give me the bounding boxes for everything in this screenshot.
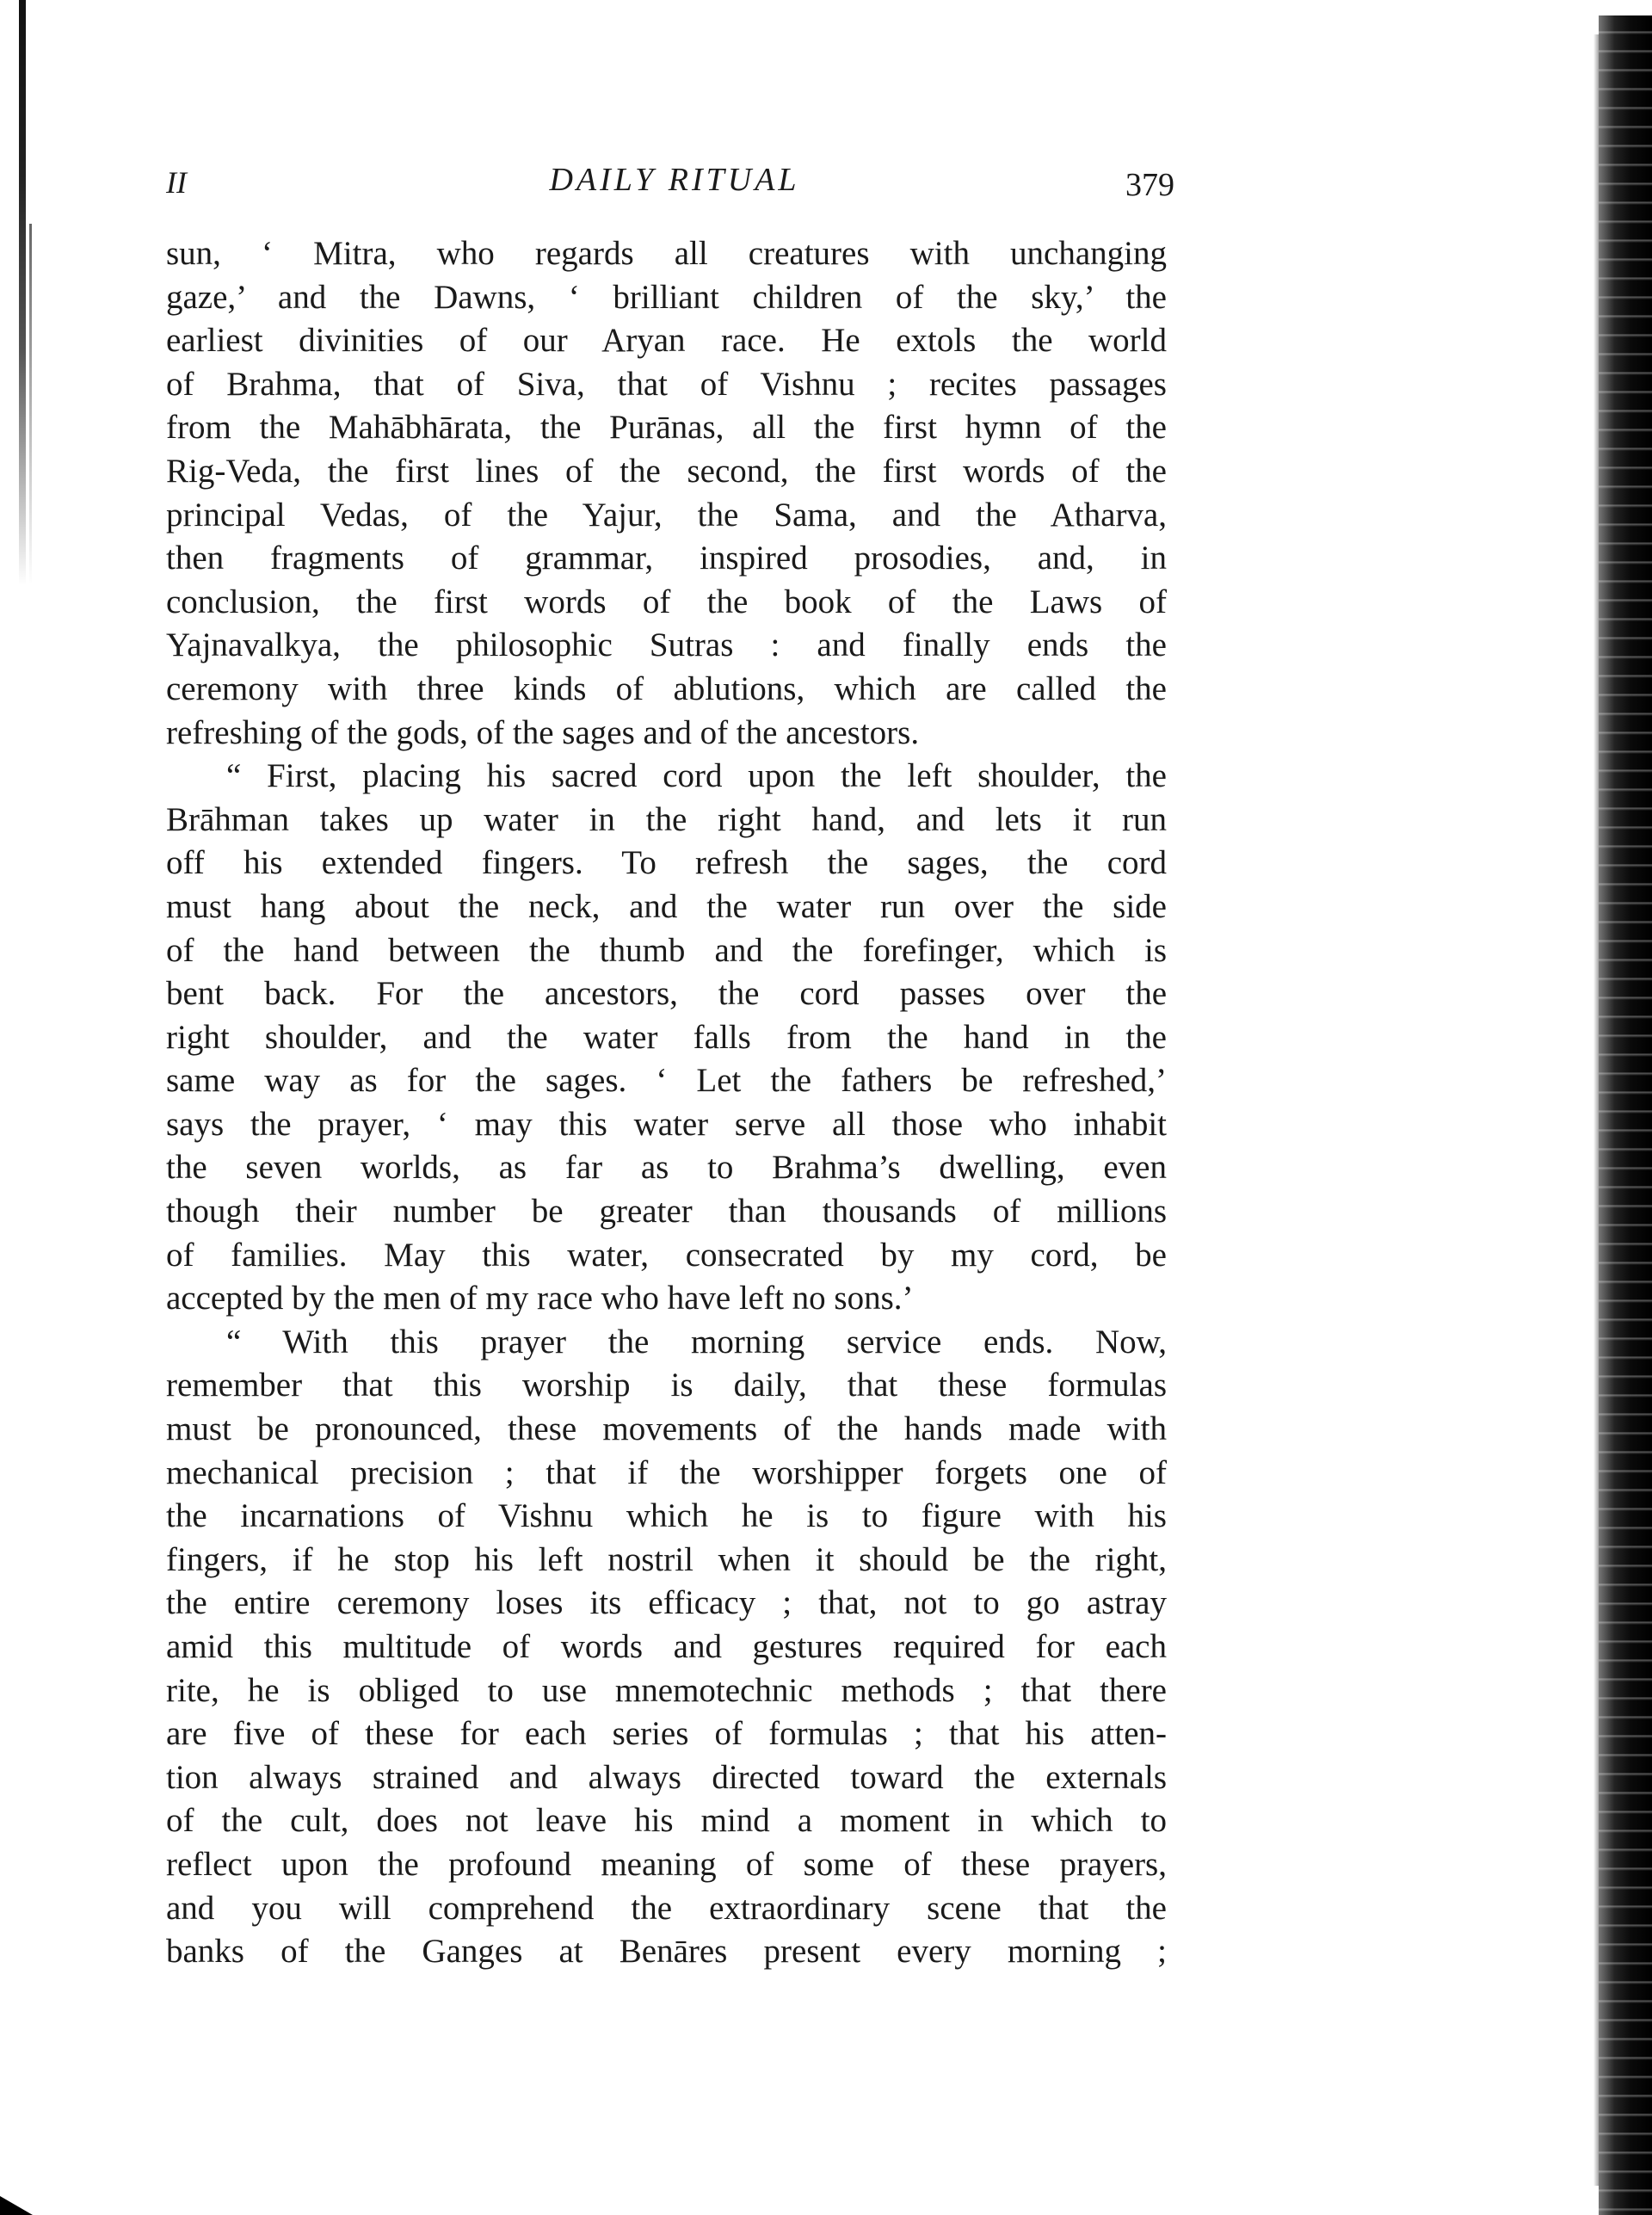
paragraph-1 (166, 232, 1167, 755)
text-line: are five of these for each series of formulas ; that his atten- (166, 1715, 1167, 1753)
text-line: off his extended fingers. To refresh the sages, the cord (166, 844, 1167, 882)
text-line: gaze,’ and the Dawns, ‘ brilliant children of the sky,’ the (166, 278, 1167, 316)
text-line: the incarnations of Vishnu which he is to figure with his (166, 1497, 1167, 1535)
page-body (166, 232, 1167, 1974)
text-line: of the hand between the thumb and the forefinger, which is (166, 931, 1167, 969)
text-line: then fragments of grammar, inspired prosodies, and, in (166, 540, 1167, 577)
paragraph-3 (166, 1321, 1167, 1974)
text-line: Rig-Veda, the first lines of the second, the first words of the (166, 452, 1167, 490)
running-title: DAILY RITUAL (549, 162, 800, 198)
scan-edge-left-shadow (29, 224, 32, 585)
text-line: “ First, placing his sacred cord upon the left shoulder, the (226, 757, 1167, 795)
text-line: though their number be greater than thousands of millions (166, 1193, 1167, 1231)
text-line: must hang about the neck, and the water run over the side (166, 887, 1167, 925)
text-line: fingers, if he stop his left nostril when it should be the right, (166, 1540, 1167, 1578)
text-line: earliest divinities of our Aryan race. He extols the world (166, 322, 1167, 360)
text-line: principal Vedas, of the Yajur, the Sama, and the Atharva, (166, 496, 1167, 534)
text-line: from the Mahābhārata, the Purānas, all the first hymn of the (166, 409, 1167, 447)
text-line: of families. May this water, consecrated by my cord, be (166, 1236, 1167, 1274)
text-line: and you will comprehend the extraordinary scene that the (166, 1889, 1167, 1927)
text-line: accepted by the men of my race who have left no sons.’ (166, 1280, 914, 1317)
text-line: Brāhman takes up water in the right hand, and lets it run (166, 800, 1167, 838)
scan-corner-mark (0, 2196, 33, 2215)
text-line: amid this multitude of words and gestures required for each (166, 1628, 1167, 1665)
text-line: refreshing of the gods, of the sages and of the ancestors. (166, 713, 920, 751)
text-line: conclusion, the first words of the book of the Laws of (166, 583, 1167, 620)
text-line: of the cult, does not leave his mind a moment in which to (166, 1802, 1167, 1840)
text-line: mechanical precision ; that if the worshipper forgets one of (166, 1453, 1167, 1491)
text-line: must be pronounced, these movements of the hands made with (166, 1410, 1167, 1448)
scan-edge-right (1599, 15, 1652, 2215)
text-line: remember that this worship is daily, that these formulas (166, 1367, 1167, 1404)
text-line: the entire ceremony loses its efficacy ; that, not to go astray (166, 1584, 1167, 1622)
text-line: right shoulder, and the water falls from the hand in the (166, 1018, 1167, 1056)
text-line: reflect upon the profound meaning of some of these prayers, (166, 1845, 1167, 1883)
text-line: “ With this prayer the morning service ends. Now, (226, 1323, 1167, 1360)
text-line: bent back. For the ancestors, the cord passes over the (166, 975, 1167, 1013)
text-line: rite, he is obliged to use mnemotechnic methods ; that there (166, 1671, 1167, 1709)
text-line: sun, ‘ Mitra, who regards all creatures with unchanging (166, 235, 1167, 272)
text-line: of Brahma, that of Siva, that of Vishnu ; recites passages (166, 365, 1167, 403)
text-line: says the prayer, ‘ may this water serve all those who inhabit (166, 1105, 1167, 1143)
text-line: ceremony with three kinds of ablutions, which are called the (166, 669, 1167, 707)
text-line: same way as for the sages. ‘ Let the fathers be refreshed,’ (166, 1062, 1167, 1100)
chapter-number: II (166, 165, 187, 200)
paragraph-2 (166, 755, 1167, 1321)
text-line: the seven worlds, as far as to Brahma’s dwelling, even (166, 1149, 1167, 1187)
running-head (166, 161, 1183, 204)
scan-edge-left (19, 0, 26, 585)
text-line: tion always strained and always directed toward the externals (166, 1758, 1167, 1796)
page-number: 379 (1125, 167, 1174, 203)
text-line: banks of the Ganges at Benāres present every morning ; (166, 1933, 1167, 1971)
text-line: Yajnavalkya, the philosophic Sutras : and finally ends the (166, 626, 1167, 664)
